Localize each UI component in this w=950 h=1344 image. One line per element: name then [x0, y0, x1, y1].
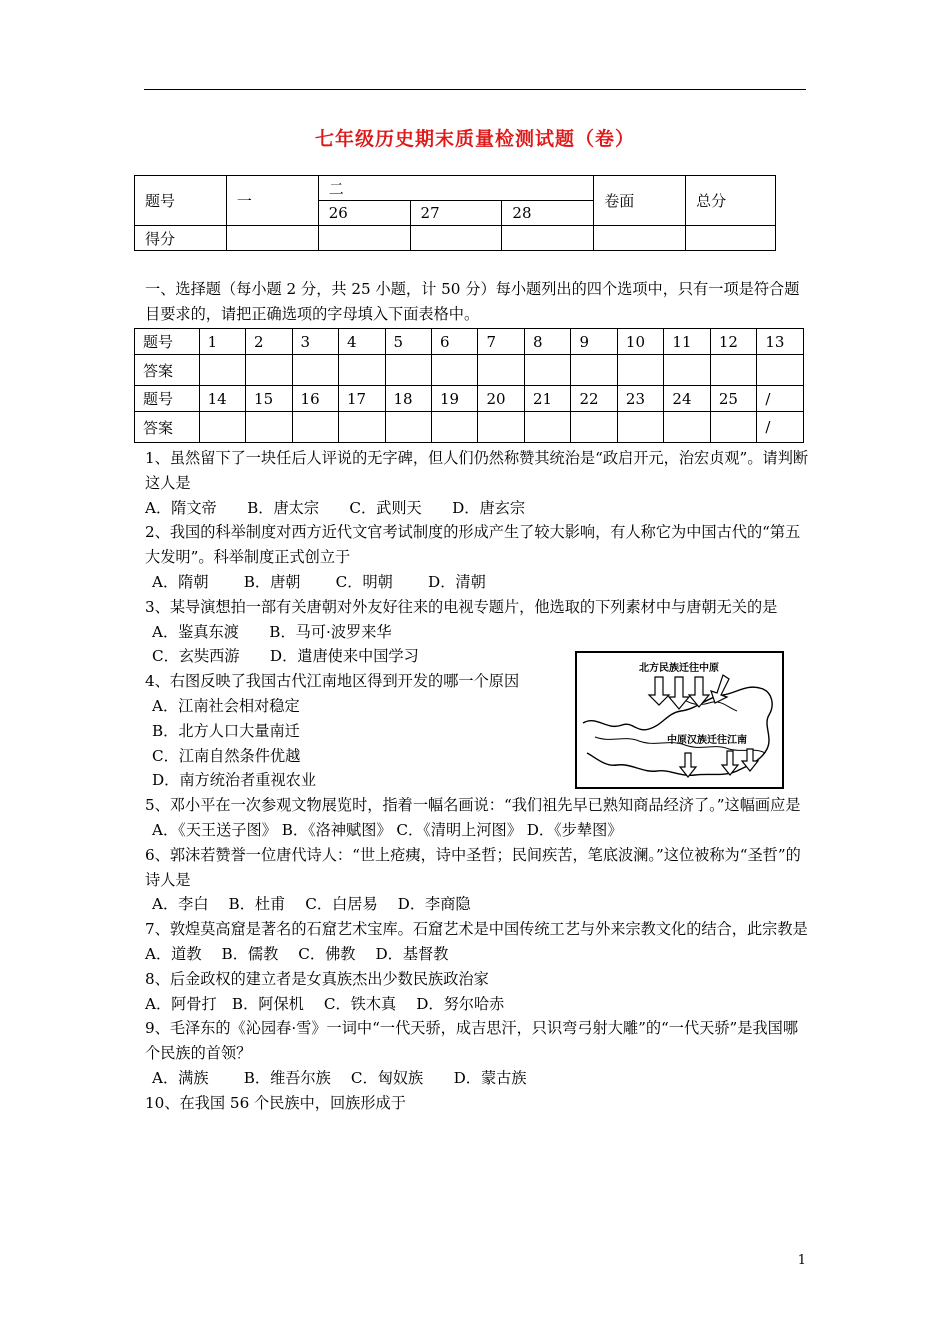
score-label-cell: 得分: [135, 226, 227, 251]
score-input-cell[interactable]: [226, 226, 318, 251]
question-option: D．南方统治者重视农业: [152, 771, 317, 790]
score-table: [134, 175, 776, 251]
question-options: A．隋朝 B．唐朝 C．明朝 D．清朝: [152, 572, 486, 591]
question-options: C．玄奘西游 D．遣唐使来中国学习: [152, 647, 419, 666]
question-number: 15: [246, 386, 292, 412]
score-sub-cell: 27: [410, 201, 502, 226]
question-number: 24: [664, 386, 710, 412]
answer-cell[interactable]: [664, 412, 710, 443]
question-options: A．鉴真东渡 B．马可·波罗来华: [152, 622, 392, 641]
score-header-cell: 一: [226, 176, 318, 226]
question-number: 25: [710, 386, 756, 412]
answer-cell[interactable]: [571, 355, 617, 386]
question-number: 2: [246, 329, 292, 355]
question-number: 6: [431, 329, 477, 355]
answer-cell[interactable]: [199, 355, 245, 386]
answer-cell[interactable]: [710, 355, 756, 386]
question-number: 18: [385, 386, 431, 412]
answer-header-label: 题号: [135, 386, 200, 412]
score-input-cell[interactable]: [318, 226, 410, 251]
answer-cell[interactable]: [292, 412, 338, 443]
question-number: 9: [571, 329, 617, 355]
question-number: 16: [292, 386, 338, 412]
question-stem: 8、后金政权的建立者是女真族杰出少数民族政治家: [145, 969, 489, 988]
answer-cell[interactable]: [431, 355, 477, 386]
header-rule: [144, 89, 806, 90]
question-number: 14: [199, 386, 245, 412]
score-sub-cell: 26: [318, 201, 410, 226]
question-number: 17: [339, 386, 385, 412]
map-label-north: 北方民族迁往中原: [639, 663, 719, 674]
answer-row-label: 答案: [135, 355, 200, 386]
down-arrow-icon: [669, 677, 689, 709]
arrow-icon-group-south: [680, 749, 758, 777]
question-option: C．江南自然条件优越: [152, 746, 301, 765]
question-stem: 10、在我国 56 个民族中，回族形成于: [145, 1093, 406, 1112]
migration-map-figure: [575, 651, 784, 789]
answer-row-label: 答案: [135, 412, 200, 443]
question-options: A．阿骨打 B．阿保机 C．铁木真 D．努尔哈赤: [145, 994, 505, 1013]
question-stem: 9、毛泽东的《沁园春·雪》一词中“一代天骄，成吉思汗，只识弯弓射大雕”的“一代天骄”是我国哪个民族的首领？: [145, 1019, 799, 1063]
question-number: 12: [710, 329, 756, 355]
answer-cell[interactable]: [292, 355, 338, 386]
section-instructions: 一、选择题（每小题 2 分，共 25 小题，计 50 分）每小题列出的四个选项中，只有一项是符合题目要求的，请把正确选项的字母填入下面表格中。: [145, 280, 800, 323]
down-arrow-icon: [680, 753, 696, 777]
question-options: A．隋文帝 B．唐太宗 C．武则天 D．唐玄宗: [145, 498, 526, 517]
question-number: 1: [199, 329, 245, 355]
answer-cell[interactable]: [478, 412, 524, 443]
score-input-cell[interactable]: [502, 226, 594, 251]
question-number: /: [757, 386, 804, 412]
answer-cell[interactable]: [246, 355, 292, 386]
question-number: 7: [478, 329, 524, 355]
down-arrow-icon: [689, 677, 709, 707]
question-option: A．江南社会相对稳定: [152, 696, 300, 715]
question-options: A．《天王送子图》 B．《洛神赋图》 C．《清明上河图》 D．《步辇图》: [152, 820, 623, 839]
question-options: A．道教 B．儒教 C．佛教 D．基督教: [145, 944, 449, 963]
answer-cell[interactable]: [757, 355, 804, 386]
map-label-south: 中原汉族迁往江南: [667, 735, 747, 746]
answer-cell[interactable]: [710, 412, 756, 443]
question-number: 11: [664, 329, 710, 355]
score-sub-cell: 28: [502, 201, 594, 226]
answer-cell[interactable]: [524, 412, 570, 443]
answer-header-label: 题号: [135, 329, 200, 355]
section-intro: [145, 277, 813, 327]
score-input-cell[interactable]: [686, 226, 776, 251]
answer-cell[interactable]: [339, 412, 385, 443]
question-stem: 6、郭沫若赞誉一位唐代诗人：“世上疮痍，诗中圣哲；民间疾苦，笔底波澜。”这位被称为“圣哲”的诗人是: [145, 845, 801, 889]
question-stem: 4、右图反映了我国古代江南地区得到开发的哪一个原因: [145, 672, 520, 691]
question-stem: 1、虽然留下了一块任后人评说的无字碑，但人们仍然称赞其统治是“政启开元，治宏贞观”。请判断这人是: [145, 449, 809, 492]
score-header-cell: 题号: [135, 176, 227, 226]
china-migration-map: [577, 653, 782, 787]
question-number: 22: [571, 386, 617, 412]
answer-cell[interactable]: [524, 355, 570, 386]
answer-cell[interactable]: [431, 412, 477, 443]
page-title: 七年级历史期末质量检测试题（卷）: [314, 128, 635, 150]
question-number: 21: [524, 386, 570, 412]
answer-cell[interactable]: [478, 355, 524, 386]
question-number: 5: [385, 329, 431, 355]
answer-cell[interactable]: [199, 412, 245, 443]
down-arrow-icon: [649, 677, 669, 705]
question-number: 4: [339, 329, 385, 355]
arrow-icon-group-north: [649, 675, 729, 709]
score-input-cell[interactable]: [410, 226, 502, 251]
answer-slash-cell: /: [757, 412, 804, 443]
question-number: 10: [617, 329, 663, 355]
answer-cell[interactable]: [664, 355, 710, 386]
score-header-cell: 二: [318, 176, 594, 201]
question-stem: 5、邓小平在一次参观文物展览时，指着一幅名画说：“我们祖先早已熟知商品经济了。”这幅画应是: [145, 796, 801, 815]
down-arrow-icon: [711, 675, 729, 703]
question-stem: 7、敦煌莫高窟是著名的石窟艺术宝库。石窟艺术是中国传统工艺与外来宗教文化的结合，此宗教是: [145, 920, 808, 939]
score-header-cell: 卷面: [594, 176, 686, 226]
question-stem: 2、我国的科举制度对西方近代文官考试制度的形成产生了较大影响，有人称它为中国古代的“第五大发明”。科举制度正式创立于: [145, 523, 801, 567]
score-input-cell[interactable]: [594, 226, 686, 251]
answer-cell[interactable]: [617, 412, 663, 443]
question-stem: 3、某导演想拍一部有关唐朝对外友好往来的电视专题片，他选取的下列素材中与唐朝无关的是: [145, 597, 778, 616]
answer-cell[interactable]: [571, 412, 617, 443]
answer-cell[interactable]: [385, 355, 431, 386]
question-number: 8: [524, 329, 570, 355]
question-option: B．北方人口大量南迁: [152, 721, 300, 740]
answer-cell[interactable]: [246, 412, 292, 443]
answer-cell[interactable]: [339, 355, 385, 386]
score-header-cell: 总分: [686, 176, 776, 226]
page-number: 1: [797, 1253, 806, 1268]
answer-cell[interactable]: [617, 355, 663, 386]
question-options: A．满族 B．维吾尔族 C．匈奴族 D．蒙古族: [152, 1068, 527, 1087]
question-number: 23: [617, 386, 663, 412]
question-number: 13: [757, 329, 804, 355]
answer-table: [134, 328, 804, 443]
question-number: 19: [431, 386, 477, 412]
question-number: 20: [478, 386, 524, 412]
answer-cell[interactable]: [385, 412, 431, 443]
question-number: 3: [292, 329, 338, 355]
question-options: A．李白 B．杜甫 C．白居易 D．李商隐: [152, 895, 471, 914]
